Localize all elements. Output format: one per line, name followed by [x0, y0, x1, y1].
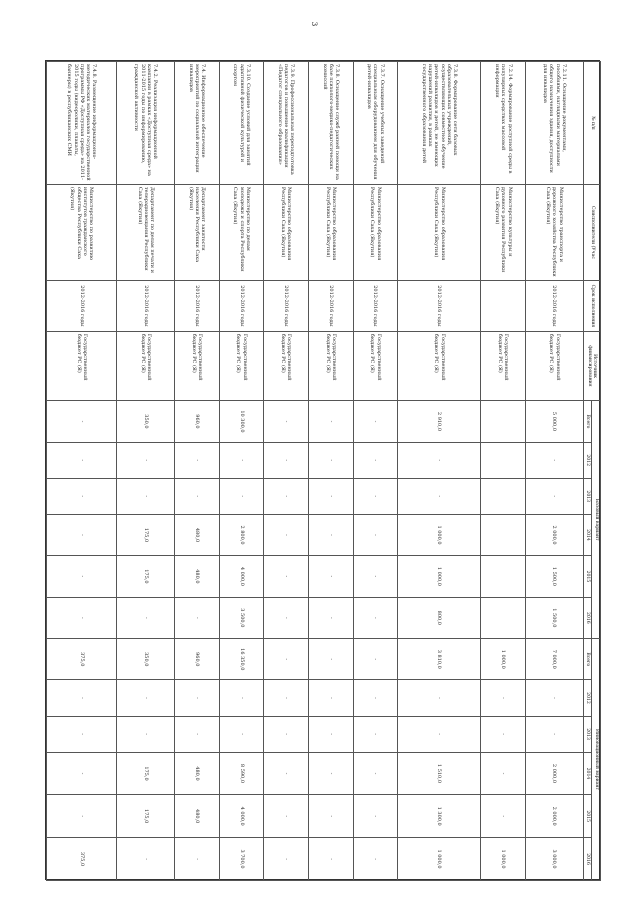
table-row [481, 62, 526, 881]
innov-value-cell: - [264, 639, 309, 680]
innov-value-cell: 375,0 [47, 838, 117, 881]
table-row [174, 62, 219, 881]
innov-value-cell: - [264, 795, 309, 838]
base-value-cell: - [264, 401, 309, 442]
innov-value-cell: 16 350,0 [219, 639, 264, 680]
innov-value-cell: - [219, 680, 264, 716]
base-value-cell: - [264, 514, 309, 555]
table-row [308, 62, 353, 881]
base-year-header: 2014 [583, 514, 592, 555]
executor-cell: Министерство образования Республики Саха (Якутия) [353, 184, 398, 280]
base-value-cell: - [398, 442, 481, 478]
measure-name-cell: 7.2.11. Оснащение документами, пособиями, наглядными материалами общего назначения здания, доступности для инвалидов [526, 62, 584, 185]
base-value-cell: 800,0 [398, 597, 481, 638]
innov-value-cell: - [264, 680, 309, 716]
base-value-cell [481, 442, 526, 478]
term-cell: 2012-2016 годы [526, 281, 584, 332]
base-value-cell: - [47, 556, 117, 597]
innov-value-cell: - [353, 639, 398, 680]
innov-value-cell: - [308, 795, 353, 838]
base-value-cell [481, 597, 526, 638]
innov-value-cell: - [308, 639, 353, 680]
base-value-cell: - [47, 597, 117, 638]
base-value-cell: - [117, 442, 175, 478]
base-value-cell: - [47, 401, 117, 442]
innov-value-cell: - [481, 716, 526, 752]
innov-value-cell: 175,0 [117, 795, 175, 838]
table-row [117, 62, 175, 881]
innov-value-cell: - [219, 716, 264, 752]
base-value-cell: - [117, 478, 175, 514]
innov-value-cell: - [353, 795, 398, 838]
innov-variant-header: Инновационный вариант [592, 639, 601, 881]
innov-value-cell: - [47, 716, 117, 752]
base-value-cell: - [219, 478, 264, 514]
col-name-header: № п/п [583, 62, 600, 185]
innov-value-cell: - [308, 838, 353, 881]
innov-value-cell: 1 000,0 [398, 838, 481, 881]
innov-value-cell: - [47, 680, 117, 716]
executor-cell: Министерство по развитию институтов гражданского общества Республики Саха (Якутия) [47, 184, 117, 280]
base-value-cell: - [398, 478, 481, 514]
source-cell: Государственный бюджет РС (Я) [398, 331, 481, 400]
base-value-cell: 3 500,0 [219, 597, 264, 638]
base-value-cell: - [308, 556, 353, 597]
base-value-cell: - [526, 478, 584, 514]
innov-total-header: Всего [583, 639, 592, 680]
term-cell: 2012-2016 годы [174, 281, 219, 332]
innov-value-cell: - [264, 838, 309, 881]
executor-cell: Министерство образования Республики Саха (Якутия) [264, 184, 309, 280]
term-cell: 2012-2016 годы [353, 281, 398, 332]
executor-cell: Министерство образования Республики Саха (Якутия) [398, 184, 481, 280]
innov-value-cell: 7 000,0 [526, 639, 584, 680]
base-year-header: 2016 [583, 597, 592, 638]
base-value-cell: 1 000,0 [398, 514, 481, 555]
innov-year-header: 2013 [583, 716, 592, 752]
measure-name-cell: 7.2.14. Формирование доступной среды в популярных средствах массовой информации [481, 62, 526, 185]
term-cell: 2012-2016 годы [398, 281, 481, 332]
executor-cell: Министерство культуры и духовного развития Республики Саха (Якутия) [481, 184, 526, 280]
innov-value-cell: 2 000,0 [526, 752, 584, 795]
base-value-cell: - [174, 597, 219, 638]
base-value-cell: - [308, 401, 353, 442]
base-value-cell: 1 500,0 [526, 597, 584, 638]
base-year-header: 2012 [583, 442, 592, 478]
source-cell: Государственный бюджет РС (Я) [264, 331, 309, 400]
source-cell: Государственный бюджет РС (Я) [117, 331, 175, 400]
base-value-cell: - [353, 597, 398, 638]
base-value-cell: - [174, 442, 219, 478]
innov-value-cell: - [526, 680, 584, 716]
table-row [353, 62, 398, 881]
col-executor-header: Соисполнители (Учаc [583, 184, 600, 280]
innov-value-cell: 175,0 [117, 752, 175, 795]
rotated-table-stage [46, 61, 601, 881]
page-number: 3 [310, 21, 319, 27]
innov-value-cell: 3 000,0 [526, 838, 584, 881]
innov-value-cell: - [526, 716, 584, 752]
innov-value-cell: - [481, 795, 526, 838]
table-row [526, 62, 584, 881]
table-body [47, 62, 584, 881]
base-value-cell: - [117, 597, 175, 638]
base-value-cell: 175,0 [117, 514, 175, 555]
innov-value-cell: - [398, 716, 481, 752]
base-year-header: 2013 [583, 478, 592, 514]
base-value-cell: 350,0 [117, 401, 175, 442]
base-value-cell: 10 300,0 [219, 401, 264, 442]
base-value-cell: - [308, 442, 353, 478]
innov-value-cell: - [264, 752, 309, 795]
executor-cell: Департамент по делам печати и телерадиовещания Республики Саха (Якутия) [117, 184, 175, 280]
base-value-cell: 5 000,0 [526, 401, 584, 442]
base-year-header: 2015 [583, 556, 592, 597]
innov-value-cell: 1 300,0 [398, 795, 481, 838]
executor-cell: Министерство по делам молодежи и спорта Республики Саха (Якутия) [219, 184, 264, 280]
innov-year-header: 2016 [583, 838, 592, 881]
innov-value-cell: - [481, 680, 526, 716]
base-value-cell: 480,0 [174, 556, 219, 597]
measure-name-cell: 7.3.7. Оснащение учебных заведений специальным оборудованием для обучения детей-инвалидов [353, 62, 398, 185]
source-cell: Государственный бюджет РС (Я) [174, 331, 219, 400]
base-value-cell: - [47, 478, 117, 514]
innov-value-cell: - [353, 716, 398, 752]
innov-value-cell: - [174, 716, 219, 752]
table-row [219, 62, 264, 881]
innov-value-cell: - [398, 680, 481, 716]
base-value-cell: - [308, 597, 353, 638]
innov-year-header: 2012 [583, 680, 592, 716]
innov-value-cell: 8 590,0 [219, 752, 264, 795]
base-value-cell: 480,0 [174, 514, 219, 555]
source-cell: Государственный бюджет РС (Я) [308, 331, 353, 400]
term-cell: 2012-2016 годы [264, 281, 309, 332]
innov-value-cell: - [308, 680, 353, 716]
base-value-cell: 1 500,0 [526, 556, 584, 597]
base-value-cell: - [353, 478, 398, 514]
innov-value-cell: 480,0 [174, 752, 219, 795]
measure-name-cell: 7.4. Информационное обеспечение мероприятий по социальной интеграции инвалидов [174, 62, 219, 185]
innov-value-cell: 1 510,0 [398, 752, 481, 795]
source-cell: Государственный бюджет РС (Я) [353, 331, 398, 400]
measure-name-cell: 7.3.10. Создание условий для занятий адаптивной физической культурой и спортом [219, 62, 264, 185]
innov-value-cell: - [47, 795, 117, 838]
table-row [398, 62, 481, 881]
measure-name-cell: 7.4.2. Реализация информационной кампании в рамках «Доступная среда» на 2011-2015 годы по информированию, гражданской активности [117, 62, 175, 185]
base-value-cell: - [174, 478, 219, 514]
base-value-cell [481, 514, 526, 555]
source-cell: Государственный бюджет РС (Я) [526, 331, 584, 400]
innov-value-cell: - [481, 752, 526, 795]
base-value-cell: - [353, 514, 398, 555]
executor-cell: Департамент занятости населения Республики Саха (Якутия) [174, 184, 219, 280]
innov-value-cell: - [47, 752, 117, 795]
term-cell: 2012-2016 годы [47, 281, 117, 332]
executor-cell: Министерство транспорта и дорожного хозяйства Республики Саха (Якутия) [526, 184, 584, 280]
base-value-cell: - [353, 556, 398, 597]
innov-value-cell: 4 000,0 [219, 795, 264, 838]
col-source-header: Источник финансирования [583, 331, 600, 400]
source-cell: Государственный бюджет РС (Я) [481, 331, 526, 400]
innov-value-cell: - [117, 680, 175, 716]
term-cell: 2012-2016 годы [308, 281, 353, 332]
innov-value-cell: - [174, 838, 219, 881]
innov-value-cell: 960,0 [174, 639, 219, 680]
measure-name-cell: 7.4.8. Размещение информационно-методических материалов государственной программы РФ «Доступная среда» на 2011-2015 годы (видеоролики, плакаты, баннеры) в республиканских СМИ [47, 62, 117, 185]
col-term-header: Срок исполнения [583, 281, 600, 332]
innov-value-cell: 1 000,0 [481, 639, 526, 680]
base-value-cell: 960,0 [174, 401, 219, 442]
term-cell [481, 281, 526, 332]
base-value-cell: - [219, 442, 264, 478]
base-value-cell: 2 000,0 [526, 514, 584, 555]
innov-value-cell: - [308, 752, 353, 795]
base-value-cell: - [47, 514, 117, 555]
innov-value-cell: - [174, 680, 219, 716]
base-value-cell: 4 000,0 [219, 556, 264, 597]
innov-value-cell: 350,0 [117, 639, 175, 680]
innov-value-cell: - [117, 838, 175, 881]
innov-value-cell: 3 810,0 [398, 639, 481, 680]
term-cell: 2012-2016 годы [219, 281, 264, 332]
source-cell: Государственный бюджет РС (Я) [219, 331, 264, 400]
executor-cell: Министерство образования Республики Саха (Якутия) [308, 184, 353, 280]
base-value-cell [481, 478, 526, 514]
base-value-cell: - [526, 442, 584, 478]
innov-value-cell: - [353, 752, 398, 795]
base-total-header: Всего [583, 401, 592, 442]
measure-name-cell: 7.3.8. Формирование сети базовых образовательных учреждений, осуществляющих совместное обучение детей-инвалидов и детей, не имеющих нарушений развития, в рамках государственного образования детей [398, 62, 481, 185]
term-cell: 2012-2016 годы [117, 281, 175, 332]
base-value-cell: - [264, 597, 309, 638]
innov-value-cell: 375,0 [47, 639, 117, 680]
source-cell: Государственный бюджет РС (Я) [47, 331, 117, 400]
base-value-cell: - [47, 442, 117, 478]
base-value-cell: - [264, 478, 309, 514]
base-value-cell: - [353, 401, 398, 442]
base-value-cell: - [308, 514, 353, 555]
base-value-cell: 2 910,0 [398, 401, 481, 442]
measure-name-cell: 7.3.9. Профессиональная переподготовка педагогов и повышение квалификации «Педагог специального образования» [264, 62, 309, 185]
innov-year-header: 2014 [583, 752, 592, 795]
base-value-cell: - [264, 556, 309, 597]
program-table [46, 61, 601, 881]
header-row-groups [592, 62, 601, 881]
innov-value-cell: - [117, 716, 175, 752]
innov-value-cell: 1 000,0 [481, 838, 526, 881]
innov-year-header: 2015 [583, 795, 592, 838]
innov-value-cell: 2 000,0 [526, 795, 584, 838]
base-value-cell: - [264, 442, 309, 478]
base-value-cell: - [353, 442, 398, 478]
innov-value-cell: - [264, 716, 309, 752]
innov-value-cell: - [353, 838, 398, 881]
base-value-cell: 175,0 [117, 556, 175, 597]
innov-value-cell: 480,0 [174, 795, 219, 838]
base-value-cell [481, 556, 526, 597]
measure-name-cell: 7.3.8. Оснащение служб ранней помощи на базе психолого-медико-педагогических комиссий [308, 62, 353, 185]
base-value-cell: - [308, 478, 353, 514]
innov-value-cell: - [308, 716, 353, 752]
table-row [264, 62, 309, 881]
base-value-cell: 2 800,0 [219, 514, 264, 555]
base-value-cell: 1 000,0 [398, 556, 481, 597]
innov-value-cell: - [353, 680, 398, 716]
base-value-cell [481, 401, 526, 442]
table-row [47, 62, 117, 881]
innov-value-cell: 3 700,0 [219, 838, 264, 881]
base-variant-header: Базовый вариант [592, 401, 601, 639]
document-frame [45, 60, 600, 880]
